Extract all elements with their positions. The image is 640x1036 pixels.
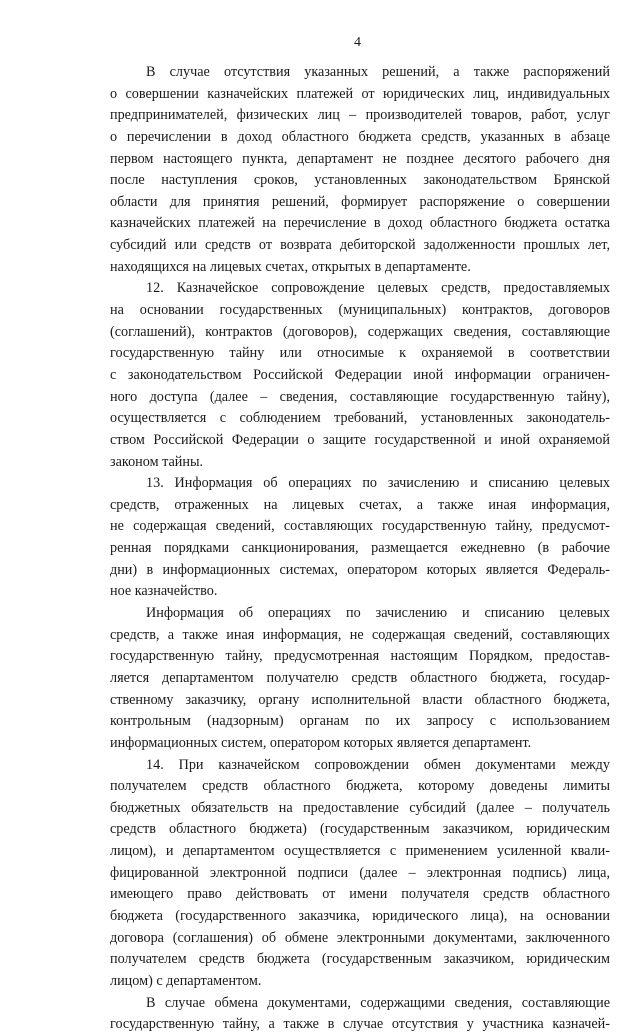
text-line: о совершении казначейских платежей от юридических лиц, индивидуальных [110,85,610,102]
text-line: 12. Казначейское сопровождение целевых средств, предоставляемых [146,280,610,297]
text-line: В случае обмена документами, содержащими сведения, составляющие [146,994,610,1011]
text-line: субсидий или средств от возврата дебиторской задолженности прошлых лет, [110,237,610,254]
text-line: после наступления сроков, установленных законодательством Брянской [110,172,610,189]
text-line: государственную тайну или относимые к охраняемой в соответствии [110,345,610,362]
text-line: бюджета (государственного заказчика, юридического лица), на основании [110,907,610,924]
text-line: ляется департаментом получателю средств областного бюджета, государ- [110,669,610,686]
text-line: средств, а также иная информация, не содержащая сведений, составляющих [110,626,610,643]
text-line: средств, отраженных на лицевых счетах, а также иная информация, [110,496,610,513]
text-line: законом тайны. [110,453,204,470]
text-line: получателем средств бюджета (государственным заказчиком, юридическим [110,951,610,968]
text-line: государственную тайну, предусмотренная настоящим Порядком, предостав- [110,648,610,665]
text-line: лицом) с департаментом. [110,972,262,989]
text-line: на основании государственных (муниципальных) контрактов, договоров [110,302,610,319]
text-line: с законодательством Российской Федерации иной информации ограничен- [110,366,610,383]
page-number: 4 [354,35,361,50]
text-line: 13. Информация об операциях по зачислению и списанию целевых [146,475,610,492]
text-line: осуществляется с соблюдением требований, установленных законодатель- [110,410,610,427]
text-line: фицированной электронной подписи (далее – электронная подпись) лица, [110,864,610,881]
text-line: о перечислении в доход областного бюджета средств, указанных в абзаце [110,128,610,145]
text-line: Информация об операциях по зачислению и списанию целевых [146,605,610,622]
text-line: не содержащая сведений, составляющих государственную тайну, предусмот- [110,518,610,535]
text-line: контрольным (надзорным) органам по их запросу с использованием [110,713,610,730]
text-line: получателем средств областного бюджета, которому доведены лимиты [110,778,610,795]
text-line: ством Российской Федерации о защите государственной и иной охраняемой [110,431,610,448]
text-line: предпринимателей, физических лиц – производителей товаров, работ, услуг [110,107,610,124]
text-line: ного доступа (далее – сведения, составляющие государственную тайну), [110,388,610,405]
text-line: ное казначейство. [110,583,218,600]
text-line: договора (соглашения) об обмене электронными документами, заключенного [110,929,610,946]
text-line: дни) в информационных системах, оператором которых является Федераль- [110,561,610,578]
text-line: В случае отсутствия указанных решений, а также распоряжений [146,64,610,80]
text-line: (соглашений), контрактов (договоров), содержащих сведения, составляющие [110,323,610,340]
text-line: государственную тайну, а также в случае отсутствия у участника казначей- [110,1016,610,1033]
text-line: лицом), и департаментом осуществляется с применением усиленной квали- [110,843,610,860]
text-line: ренная порядками санкционирования, размещается ежедневно (в рабочие [110,540,610,557]
text-line: первом настоящего пункта, департамент не позднее десятого рабочего дня [110,150,610,167]
text-line: ственному заказчику, органу исполнительной власти областного бюджета, [110,691,610,708]
text-line: информационных систем, оператором которых является департамент. [110,734,532,751]
text-line: бюджетных обязательств на предоставление субсидий (далее – получатель [110,799,610,816]
text-line: средств областного бюджета) (государственным заказчиком, юридическим [110,821,610,838]
text-line: казначейских платежей на перечисление в доход областного бюджета остатка [110,215,610,232]
text-line: имеющего право действовать от имени получателя средств областного [110,886,610,903]
text-line: области для принятия решений, формирует распоряжение о совершении [110,193,610,210]
text-line: 14. При казначейском сопровождении обмен документами между [146,756,610,773]
text-line: находящихся на лицевых счетах, открытых в департаменте. [110,258,471,275]
document-body [110,62,610,1036]
